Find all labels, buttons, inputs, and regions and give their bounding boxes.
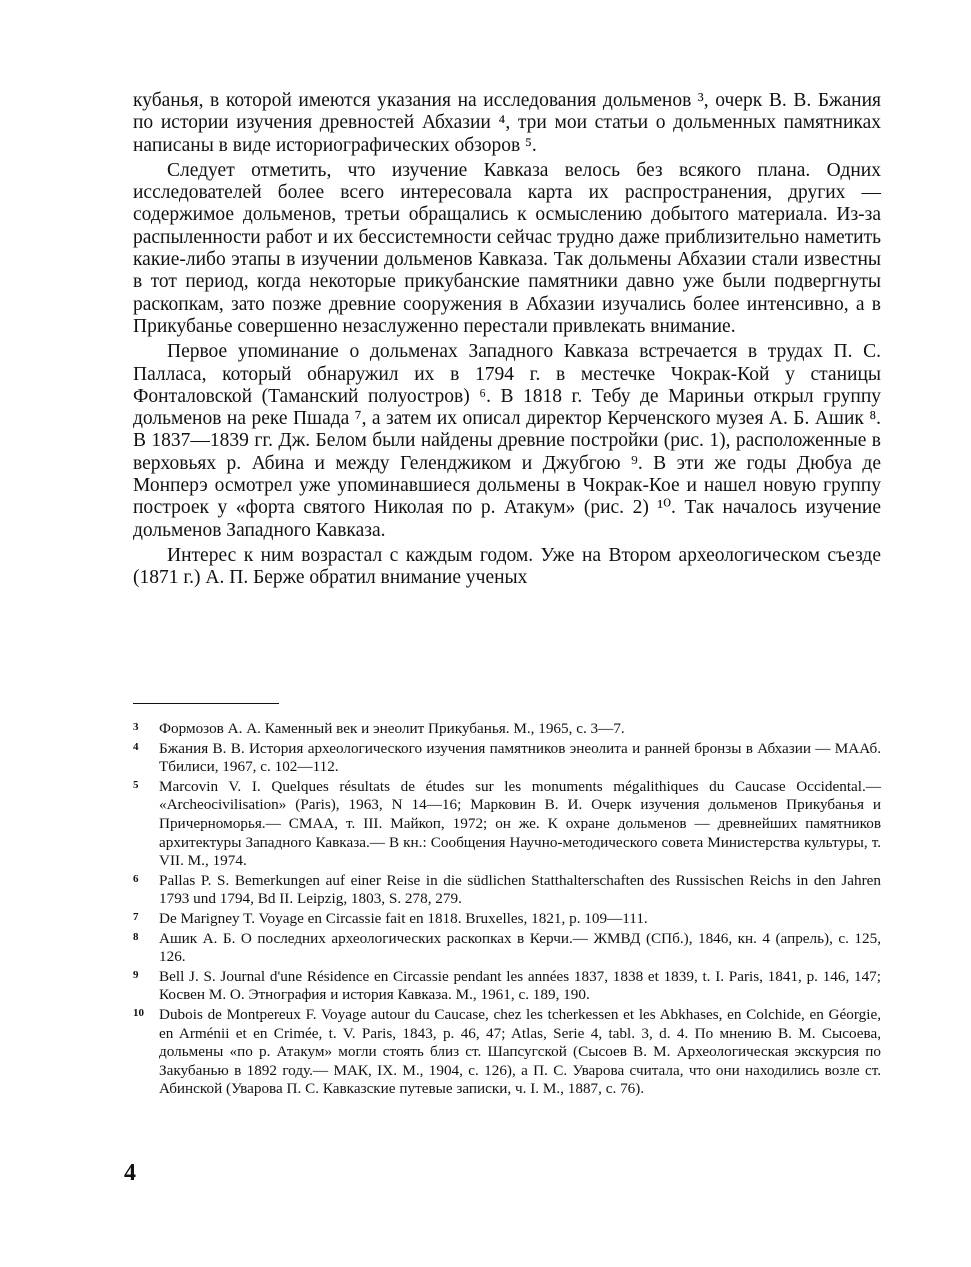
footnote (133, 968, 881, 1005)
paragraph-4: Интерес к ним возрастал с каждым годом. Уже на Втором археологическом съезде (1871 г.) А. П. Берже обратил внимание ученых (133, 544, 881, 589)
footnote-text: Ашик А. Б. О последних археологических раскопках в Керчи.— ЖМВД (СПб.), 1846, кн. 4 (апрель), с. 125, 126. (159, 929, 881, 966)
footnote (133, 720, 881, 739)
footnote-number: 9 (133, 968, 139, 981)
footnote-text: Marcovin V. I. Quelques résultats de études sur les monuments mégalithiques du Caucase Occidental.— «Archeocivilisation» (Paris), 1963, N 14—16; Марковин В. И. Очерк изучения дольменов Прикубанья и Причерноморья.— СМАА, т. III. Майкоп, 1972; он же. К охране дольменов — древнейших памятников архитектуры Западного Кавказа.— В кн.: Сообщения Научно-методического совета Министерства культуры, т. VII. М., 1974. (159, 777, 881, 870)
footnote (133, 1006, 881, 1099)
footnote-text: De Marigney T. Voyage en Circassie fait en 1818. Bruxelles, 1821, p. 109—111. (159, 909, 648, 927)
footnote-number: 3 (133, 721, 139, 733)
footnote-text: Dubois de Montpereux F. Voyage autour du Caucase, chez les tcherkessen et les Abkhases, en Colchide, en Géorgie, en Arménii et en Crimée, t. V. Paris, 1843, p. 46, 47; Atlas, Serie 4, tabl. 3, d. 4. По мнению В. М. Сысоева, дольмены «по р. Атакум» могли стоять близ ст. Шапсугской (Сысоев В. М. Археологическая экскурсия по Закубанью в 1892 году.— МАК, IX. М., 1904, с. 126), а П. С. Уварова считала, что они находились возле ст. Абинской (Уварова П. С. Кавказские путевые записки, ч. I. М., 1887, с. 76). (159, 1005, 881, 1098)
paragraph-1: кубанья, в которой имеются указания на исследования дольменов ³, очерк В. В. Бжания по истории изучения древностей Абхазии ⁴, три мои статьи о дольменных памятниках написаны в виде историографических обзоров ⁵. (133, 90, 881, 156)
paragraph-2: Следует отметить, что изучение Кавказа велось без всякого плана. Одних исследователей более всего интересовала карта их распространения, других — содержимое дольменов, третьи обращались к осмыслению добытого материала. Из-за распыленности работ и их бессистемности сейчас трудно даже приблизительно наметить какие-либо этапы в изучении дольменов Кавказа. Так дольмены Абхазии стали известны в тот период, когда некоторые прикубанские памятники давно уже были подвергнуты раскопкам, зато позже древние сооружения в Абхазии изучались более интенсивно, а в Прикубанье совершенно незаслуженно перестали привлекать внимание. (133, 159, 881, 337)
footnote-number: 10 (133, 1006, 144, 1019)
footnote-text: Бжания В. В. История археологического изучения памятников энеолита и ранней бронзы в Абхазии — МААб. Тбилиси, 1967, с. 102—112. (159, 739, 881, 776)
paragraph-3: Первое упоминание о дольменах Западного Кавказа встречается в трудах П. С. Палласа, который обнаружил их в 1794 г. в местечке Чокрак-Кой у станицы Фонталовской (Таманский полуостров) ⁶. В 1818 г. Тебу де Мариньи открыл группу дольменов на реке Пшада ⁷, а затем их описал директор Керченского музея А. Б. Ашик ⁸. В 1837—1839 гг. Дж. Белом были найдены древние постройки (рис. 1), расположенные в верховьях р. Абина и между Геленджиком и Джубгою ⁹. В эти же годы Дюбуа де Монперэ осмотрел уже упоминавшиеся дольмены в Чокрак-Кое и нашел новую группу построек у «форта святого Николая по р. Атакум» (рис. 2) ¹⁰. Так началось изучение дольменов Западного Кавказа. (133, 341, 881, 541)
footnote-text: Bell J. S. Journal d'une Résidence en Circassie pendant les années 1837, 1838 et 1839, t. I. Paris, 1841, p. 146, 147; Косвен М. О. Этнография и история Кавказа. М., 1961, с. 189, 190. (159, 967, 881, 1004)
footnote-number: 4 (133, 740, 139, 753)
footnote-number: 7 (133, 910, 139, 923)
footnote (133, 930, 881, 967)
footnote (133, 872, 881, 909)
footnote-number: 8 (133, 930, 139, 943)
footnote-number: 5 (133, 778, 139, 791)
footnote-number: 6 (133, 872, 139, 885)
main-text (133, 90, 881, 593)
page-number: 4 (124, 1160, 136, 1186)
footnote-text: Pallas P. S. Bemerkungen auf einer Reise in die südlichen Statthalterschaften des Russischen Reichs in den Jahren 1793 und 1794, Bd II. Leipzig, 1803, S. 278, 279. (159, 871, 881, 908)
footnote-text: Формозов А. А. Каменный век и энеолит Прикубанья. М., 1965, с. 3—7. (159, 720, 625, 737)
footnote-divider (133, 703, 279, 704)
footnote (133, 740, 881, 777)
footnote (133, 778, 881, 871)
footnote (133, 910, 881, 929)
footnotes (133, 720, 881, 1100)
